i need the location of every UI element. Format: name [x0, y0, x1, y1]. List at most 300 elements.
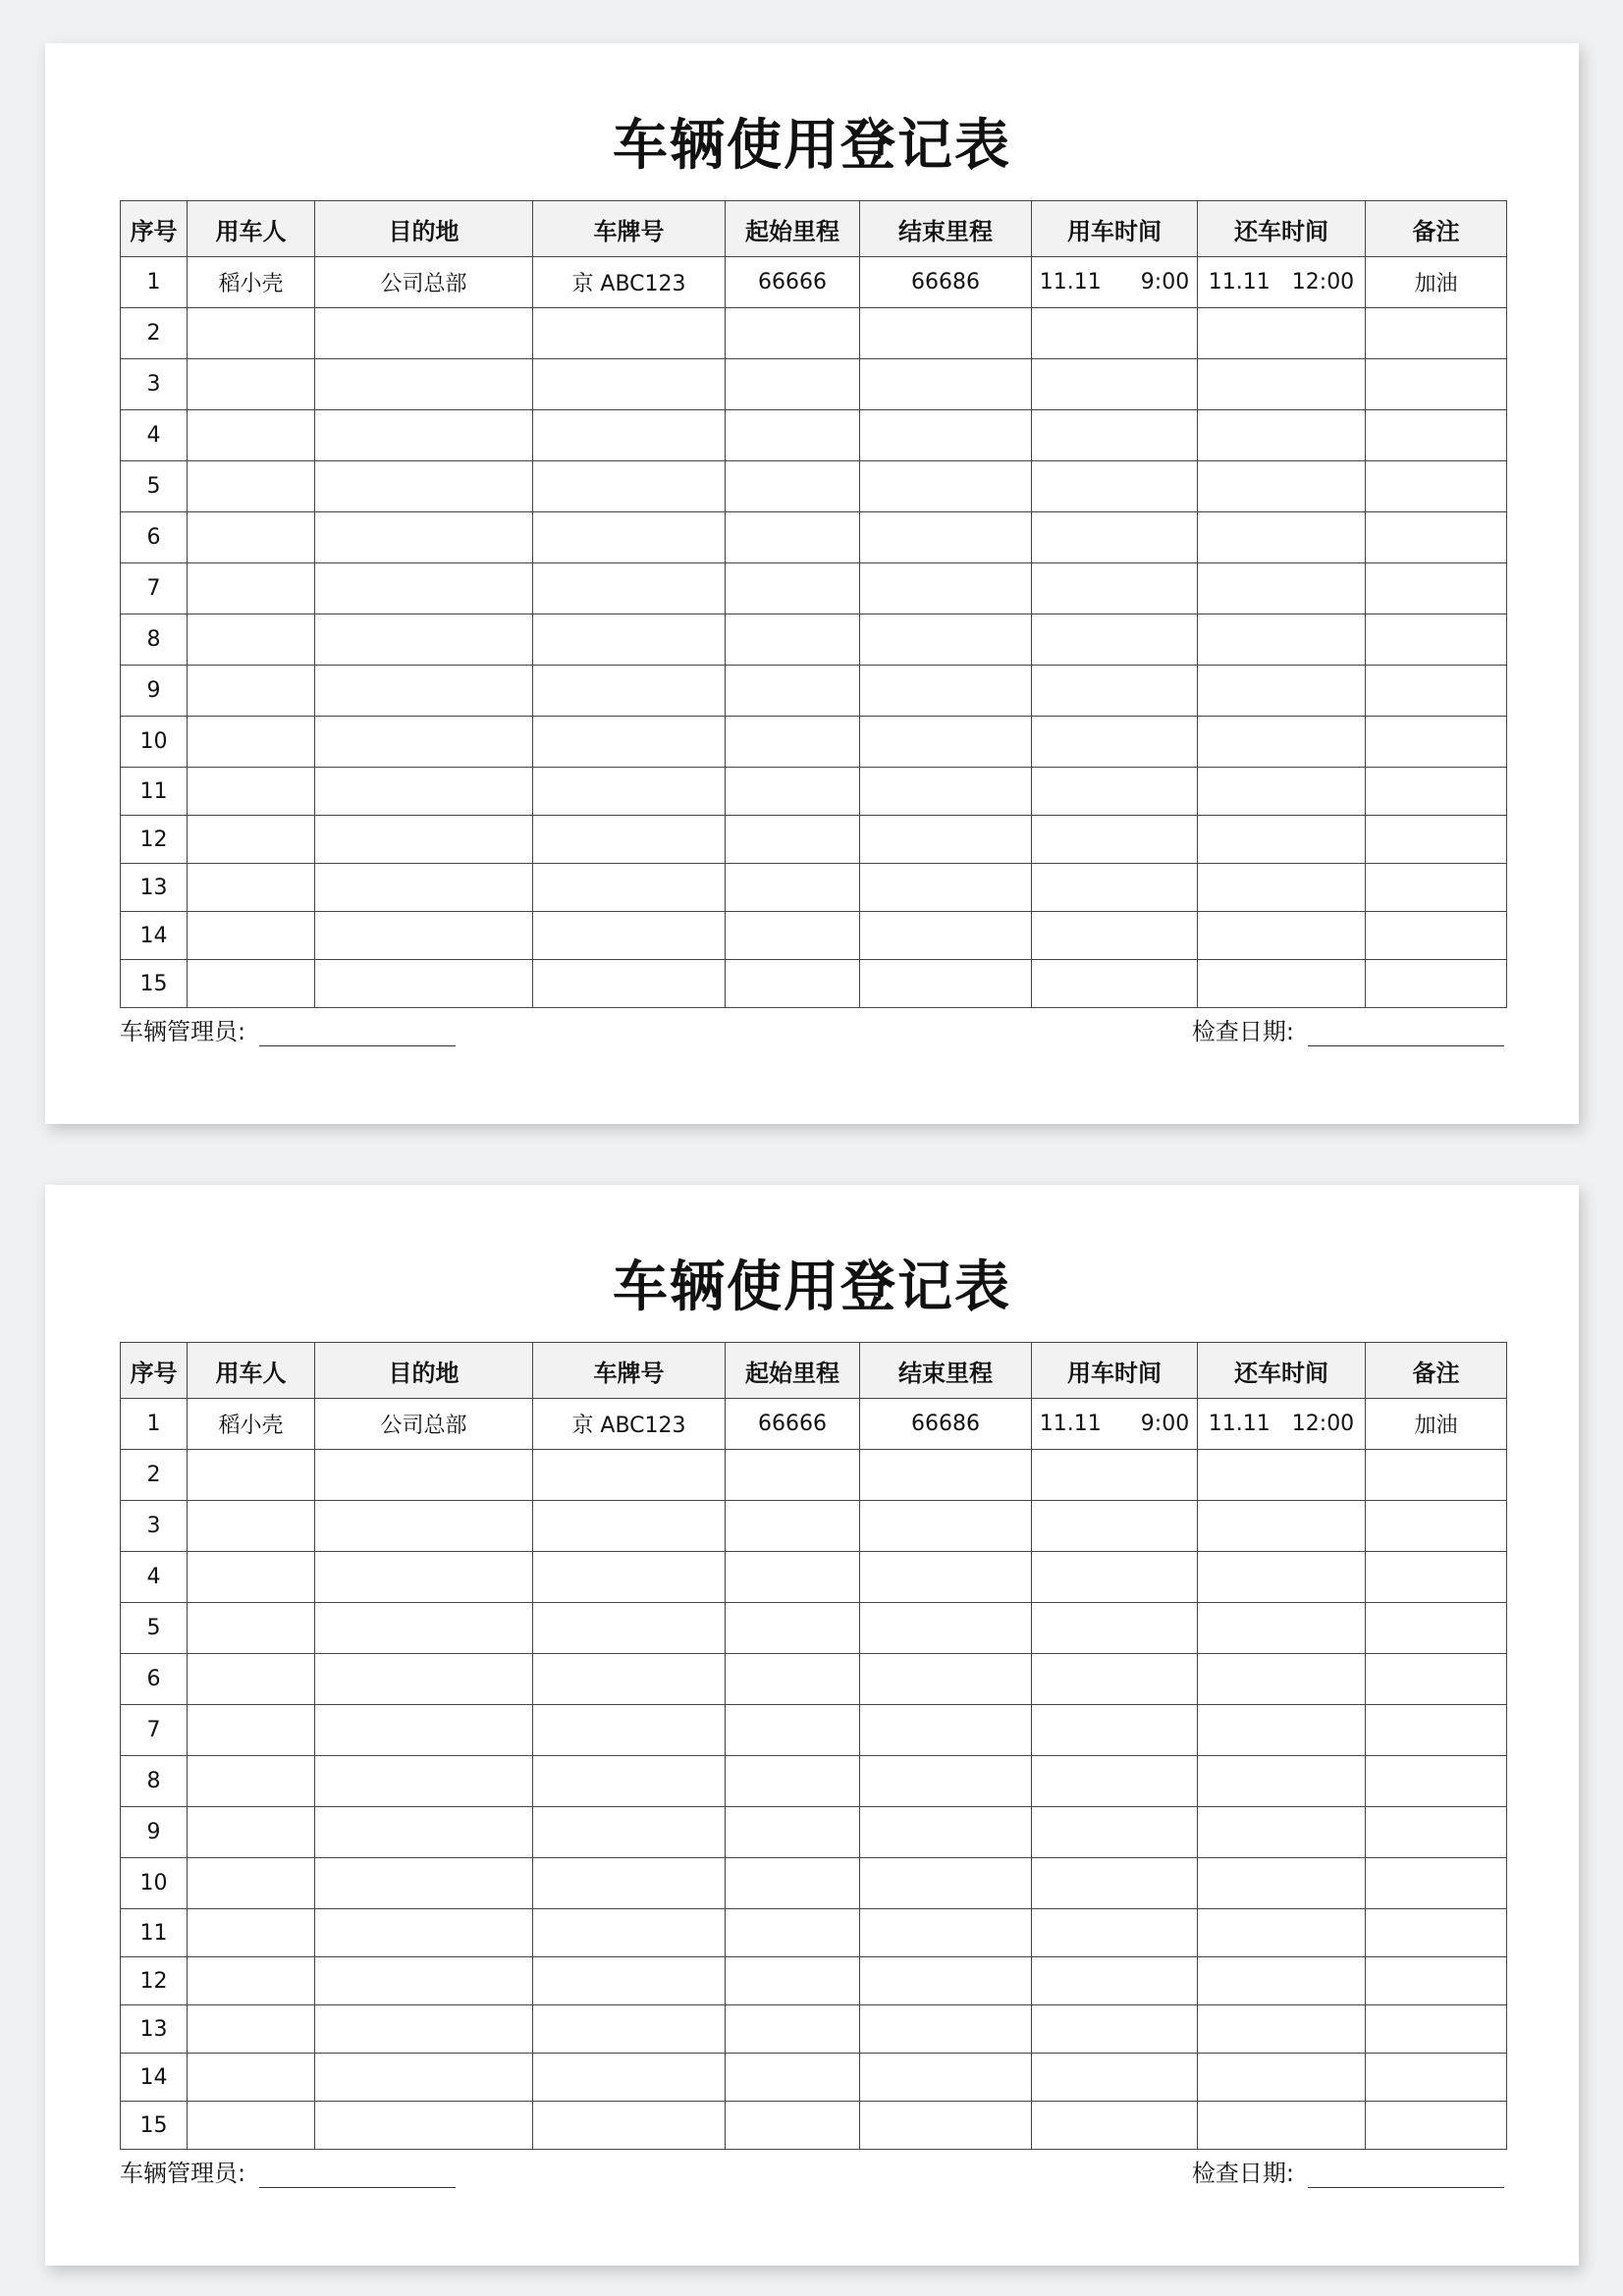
cell-no: 9	[121, 1807, 188, 1858]
cell-return-time	[1198, 410, 1366, 461]
cell-use-time	[1032, 1909, 1198, 1957]
cell-destination	[315, 912, 533, 960]
cell-start-mileage	[726, 1705, 860, 1756]
cell-plate	[533, 410, 726, 461]
cell-user: 稻小壳	[188, 257, 315, 308]
vehicle-log-table	[120, 1342, 1507, 2150]
cell-start-mileage	[726, 461, 860, 512]
cell-plate	[533, 1450, 726, 1501]
cell-return-time	[1198, 563, 1366, 614]
cell-destination	[315, 864, 533, 912]
cell-end-mileage	[860, 512, 1032, 563]
cell-plate	[533, 1807, 726, 1858]
cell-no: 13	[121, 864, 188, 912]
manager-signature-field	[120, 2159, 456, 2188]
manager-signature-line[interactable]	[259, 1020, 456, 1046]
cell-return-time	[1198, 359, 1366, 410]
header-no: 序号	[121, 1343, 188, 1399]
cell-user	[188, 1909, 315, 1957]
cell-user	[188, 816, 315, 864]
cell-no: 10	[121, 717, 188, 768]
table-header-row	[121, 1343, 1507, 1399]
cell-return-time	[1198, 2054, 1366, 2102]
cell-note	[1366, 1957, 1507, 2005]
cell-end-mileage: 66686	[860, 1399, 1032, 1450]
cell-plate	[533, 2102, 726, 2150]
cell-return-time	[1198, 1705, 1366, 1756]
cell-destination	[315, 1909, 533, 1957]
cell-use-time	[1032, 864, 1198, 912]
cell-destination	[315, 1501, 533, 1552]
cell-end-mileage	[860, 2005, 1032, 2054]
table-row	[121, 1603, 1507, 1654]
cell-note	[1366, 912, 1507, 960]
cell-no: 4	[121, 1552, 188, 1603]
cell-start-mileage	[726, 912, 860, 960]
table-row	[121, 1399, 1507, 1450]
cell-use-time	[1032, 1501, 1198, 1552]
cell-no: 1	[121, 257, 188, 308]
cell-destination	[315, 2054, 533, 2102]
cell-plate	[533, 512, 726, 563]
cell-user	[188, 864, 315, 912]
cell-destination	[315, 717, 533, 768]
cell-destination	[315, 2005, 533, 2054]
header-use-time: 用车时间	[1032, 1343, 1198, 1399]
table-row	[121, 1909, 1507, 1957]
cell-use-time	[1032, 461, 1198, 512]
table-row	[121, 666, 1507, 717]
cell-use-time	[1032, 2005, 1198, 2054]
cell-start-mileage	[726, 717, 860, 768]
cell-plate: 京 ABC123	[533, 1399, 726, 1450]
cell-end-mileage	[860, 717, 1032, 768]
table-row	[121, 512, 1507, 563]
cell-plate	[533, 2005, 726, 2054]
cell-note	[1366, 864, 1507, 912]
cell-note	[1366, 1909, 1507, 1957]
cell-end-mileage	[860, 308, 1032, 359]
cell-user	[188, 912, 315, 960]
cell-plate	[533, 359, 726, 410]
cell-start-mileage	[726, 864, 860, 912]
cell-end-mileage	[860, 1654, 1032, 1705]
cell-return-time	[1198, 1501, 1366, 1552]
cell-no: 12	[121, 816, 188, 864]
cell-note	[1366, 410, 1507, 461]
header-start-mileage: 起始里程	[726, 1343, 860, 1399]
cell-note: 加油	[1366, 257, 1507, 308]
cell-note	[1366, 1603, 1507, 1654]
header-destination: 目的地	[315, 201, 533, 257]
cell-return-time	[1198, 1957, 1366, 2005]
table-row	[121, 461, 1507, 512]
cell-use-time	[1032, 960, 1198, 1008]
table-row	[121, 2054, 1507, 2102]
cell-destination	[315, 614, 533, 666]
header-user: 用车人	[188, 1343, 315, 1399]
cell-user	[188, 461, 315, 512]
cell-start-mileage	[726, 512, 860, 563]
cell-destination: 公司总部	[315, 257, 533, 308]
cell-no: 6	[121, 512, 188, 563]
cell-destination	[315, 1807, 533, 1858]
table-row	[121, 1756, 1507, 1807]
cell-user	[188, 1654, 315, 1705]
cell-user	[188, 2054, 315, 2102]
cell-no: 9	[121, 666, 188, 717]
cell-note	[1366, 666, 1507, 717]
cell-use-time	[1032, 2054, 1198, 2102]
cell-no: 6	[121, 1654, 188, 1705]
table-row	[121, 1501, 1507, 1552]
cell-destination	[315, 1705, 533, 1756]
header-destination: 目的地	[315, 1343, 533, 1399]
use-date: 11.11	[1039, 1412, 1102, 1436]
cell-plate	[533, 816, 726, 864]
cell-end-mileage	[860, 410, 1032, 461]
inspection-date-line[interactable]	[1308, 1020, 1504, 1046]
cell-start-mileage	[726, 1807, 860, 1858]
cell-destination	[315, 1654, 533, 1705]
cell-destination	[315, 1858, 533, 1909]
cell-note	[1366, 1501, 1507, 1552]
cell-use-time	[1032, 666, 1198, 717]
cell-start-mileage	[726, 1909, 860, 1957]
cell-start-mileage	[726, 768, 860, 816]
manager-label: 车辆管理员:	[120, 1018, 246, 1045]
cell-return-time	[1198, 960, 1366, 1008]
cell-use-time	[1032, 1552, 1198, 1603]
cell-user	[188, 1807, 315, 1858]
cell-user	[188, 359, 315, 410]
cell-end-mileage	[860, 666, 1032, 717]
cell-use-time	[1032, 912, 1198, 960]
cell-use-time	[1032, 1807, 1198, 1858]
cell-plate	[533, 1957, 726, 2005]
cell-user	[188, 563, 315, 614]
cell-return-time	[1198, 912, 1366, 960]
cell-plate	[533, 768, 726, 816]
cell-return-time	[1198, 768, 1366, 816]
cell-use-time	[1032, 308, 1198, 359]
cell-destination	[315, 563, 533, 614]
cell-end-mileage	[860, 1756, 1032, 1807]
table-header-row	[121, 201, 1507, 257]
cell-destination	[315, 666, 533, 717]
return-clock-time: 12:00	[1291, 1412, 1355, 1436]
manager-signature-line[interactable]	[259, 2162, 456, 2188]
cell-user	[188, 1957, 315, 2005]
form-title: 车辆使用登记表	[613, 1255, 1011, 1319]
table-row	[121, 563, 1507, 614]
cell-plate	[533, 1756, 726, 1807]
cell-use-time	[1032, 1705, 1198, 1756]
cell-start-mileage	[726, 614, 860, 666]
cell-no: 11	[121, 768, 188, 816]
cell-use-time	[1032, 2102, 1198, 2150]
cell-use-time	[1032, 768, 1198, 816]
cell-return-time	[1198, 1756, 1366, 1807]
cell-plate	[533, 912, 726, 960]
cell-no: 3	[121, 1501, 188, 1552]
cell-no: 5	[121, 1603, 188, 1654]
inspection-date-line[interactable]	[1308, 2162, 1504, 2188]
cell-start-mileage	[726, 1756, 860, 1807]
cell-use-time	[1032, 717, 1198, 768]
cell-no: 11	[121, 1909, 188, 1957]
header-note: 备注	[1366, 1343, 1507, 1399]
cell-no: 1	[121, 1399, 188, 1450]
cell-note	[1366, 308, 1507, 359]
cell-end-mileage	[860, 1957, 1032, 2005]
cell-return-time	[1198, 308, 1366, 359]
cell-note	[1366, 816, 1507, 864]
cell-user	[188, 1603, 315, 1654]
cell-start-mileage	[726, 1552, 860, 1603]
cell-no: 3	[121, 359, 188, 410]
cell-plate	[533, 1603, 726, 1654]
cell-end-mileage	[860, 1909, 1032, 1957]
cell-note	[1366, 614, 1507, 666]
cell-use-time	[1032, 816, 1198, 864]
cell-start-mileage	[726, 563, 860, 614]
cell-note	[1366, 1705, 1507, 1756]
cell-plate	[533, 1858, 726, 1909]
cell-user	[188, 2102, 315, 2150]
cell-note	[1366, 512, 1507, 563]
cell-end-mileage	[860, 1450, 1032, 1501]
cell-plate	[533, 1705, 726, 1756]
cell-no: 7	[121, 1705, 188, 1756]
cell-plate	[533, 614, 726, 666]
cell-note: 加油	[1366, 1399, 1507, 1450]
table-row	[121, 1957, 1507, 2005]
cell-user	[188, 717, 315, 768]
cell-no: 13	[121, 2005, 188, 2054]
cell-use-time	[1032, 410, 1198, 461]
cell-note	[1366, 1807, 1507, 1858]
cell-plate	[533, 864, 726, 912]
cell-use-time	[1032, 512, 1198, 563]
cell-destination	[315, 308, 533, 359]
cell-user	[188, 1450, 315, 1501]
cell-end-mileage	[860, 563, 1032, 614]
cell-note	[1366, 359, 1507, 410]
cell-end-mileage	[860, 1858, 1032, 1909]
cell-start-mileage	[726, 1501, 860, 1552]
cell-no: 10	[121, 1858, 188, 1909]
use-date: 11.11	[1039, 270, 1102, 294]
cell-use-time	[1032, 563, 1198, 614]
cell-return-time	[1198, 2005, 1366, 2054]
cell-no: 12	[121, 1957, 188, 2005]
cell-user: 稻小壳	[188, 1399, 315, 1450]
header-note: 备注	[1366, 201, 1507, 257]
cell-start-mileage	[726, 666, 860, 717]
cell-end-mileage	[860, 2054, 1032, 2102]
table-row	[121, 2005, 1507, 2054]
form-sheet-1	[45, 43, 1579, 1124]
cell-start-mileage	[726, 2054, 860, 2102]
use-clock-time: 9:00	[1140, 1412, 1190, 1436]
cell-destination	[315, 512, 533, 563]
cell-use-time	[1032, 1399, 1198, 1450]
cell-return-time	[1198, 461, 1366, 512]
cell-use-time	[1032, 614, 1198, 666]
cell-start-mileage: 66666	[726, 257, 860, 308]
cell-plate	[533, 1552, 726, 1603]
cell-return-time	[1198, 1552, 1366, 1603]
cell-end-mileage	[860, 614, 1032, 666]
cell-note	[1366, 768, 1507, 816]
table-row	[121, 1858, 1507, 1909]
cell-end-mileage	[860, 960, 1032, 1008]
header-start-mileage: 起始里程	[726, 201, 860, 257]
table-row	[121, 1705, 1507, 1756]
cell-destination	[315, 1552, 533, 1603]
table-row	[121, 257, 1507, 308]
table-row	[121, 614, 1507, 666]
vehicle-log-table	[120, 200, 1507, 1008]
cell-user	[188, 1552, 315, 1603]
cell-end-mileage	[860, 1603, 1032, 1654]
cell-no: 15	[121, 960, 188, 1008]
cell-start-mileage	[726, 1957, 860, 2005]
cell-end-mileage	[860, 912, 1032, 960]
cell-start-mileage	[726, 308, 860, 359]
cell-destination	[315, 1450, 533, 1501]
cell-use-time	[1032, 1858, 1198, 1909]
cell-note	[1366, 563, 1507, 614]
table-row	[121, 912, 1507, 960]
cell-plate	[533, 1501, 726, 1552]
return-date: 11.11	[1208, 1412, 1271, 1436]
table-row	[121, 816, 1507, 864]
cell-user	[188, 1858, 315, 1909]
cell-return-time	[1198, 257, 1366, 308]
cell-start-mileage	[726, 410, 860, 461]
cell-end-mileage	[860, 461, 1032, 512]
cell-end-mileage	[860, 1807, 1032, 1858]
cell-destination	[315, 960, 533, 1008]
cell-start-mileage	[726, 1858, 860, 1909]
header-use-time: 用车时间	[1032, 201, 1198, 257]
cell-note	[1366, 960, 1507, 1008]
table-row	[121, 768, 1507, 816]
header-return-time: 还车时间	[1198, 1343, 1366, 1399]
cell-destination	[315, 1603, 533, 1654]
cell-return-time	[1198, 512, 1366, 563]
cell-end-mileage	[860, 2102, 1032, 2150]
table-row	[121, 1807, 1507, 1858]
cell-start-mileage	[726, 816, 860, 864]
header-plate: 车牌号	[533, 1343, 726, 1399]
table-row	[121, 1450, 1507, 1501]
cell-user	[188, 308, 315, 359]
cell-note	[1366, 1450, 1507, 1501]
cell-return-time	[1198, 666, 1366, 717]
cell-return-time	[1198, 1603, 1366, 1654]
cell-note	[1366, 2005, 1507, 2054]
cell-start-mileage	[726, 2005, 860, 2054]
inspection-date-field	[1192, 2159, 1504, 2188]
table-row	[121, 359, 1507, 410]
cell-user	[188, 960, 315, 1008]
inspection-date-field	[1192, 1017, 1504, 1046]
table-row	[121, 308, 1507, 359]
cell-plate	[533, 461, 726, 512]
cell-end-mileage	[860, 1552, 1032, 1603]
table-row	[121, 1654, 1507, 1705]
cell-user	[188, 1501, 315, 1552]
table-row	[121, 864, 1507, 912]
cell-no: 4	[121, 410, 188, 461]
cell-user	[188, 614, 315, 666]
table-row	[121, 960, 1507, 1008]
cell-end-mileage	[860, 768, 1032, 816]
cell-return-time	[1198, 1654, 1366, 1705]
date-label: 检查日期:	[1191, 1018, 1294, 1045]
cell-plate	[533, 2054, 726, 2102]
cell-use-time	[1032, 1450, 1198, 1501]
cell-plate: 京 ABC123	[533, 257, 726, 308]
return-date: 11.11	[1208, 270, 1271, 294]
cell-user	[188, 512, 315, 563]
cell-destination	[315, 1756, 533, 1807]
header-no: 序号	[121, 201, 188, 257]
cell-start-mileage	[726, 2102, 860, 2150]
cell-no: 7	[121, 563, 188, 614]
cell-return-time	[1198, 1399, 1366, 1450]
cell-end-mileage: 66686	[860, 257, 1032, 308]
cell-user	[188, 1705, 315, 1756]
cell-destination	[315, 461, 533, 512]
cell-return-time	[1198, 864, 1366, 912]
cell-note	[1366, 1654, 1507, 1705]
cell-no: 2	[121, 1450, 188, 1501]
cell-no: 14	[121, 912, 188, 960]
cell-return-time	[1198, 717, 1366, 768]
table-row	[121, 410, 1507, 461]
header-end-mileage: 结束里程	[860, 1343, 1032, 1399]
cell-end-mileage	[860, 1705, 1032, 1756]
cell-no: 5	[121, 461, 188, 512]
cell-use-time	[1032, 1957, 1198, 2005]
return-clock-time: 12:00	[1291, 270, 1355, 294]
header-end-mileage: 结束里程	[860, 201, 1032, 257]
cell-destination	[315, 2102, 533, 2150]
header-return-time: 还车时间	[1198, 201, 1366, 257]
use-clock-time: 9:00	[1140, 270, 1190, 294]
cell-destination	[315, 359, 533, 410]
table-row	[121, 717, 1507, 768]
manager-label: 车辆管理员:	[120, 2160, 246, 2187]
cell-note	[1366, 2102, 1507, 2150]
cell-use-time	[1032, 257, 1198, 308]
cell-end-mileage	[860, 359, 1032, 410]
cell-note	[1366, 1756, 1507, 1807]
cell-return-time	[1198, 816, 1366, 864]
cell-use-time	[1032, 1756, 1198, 1807]
cell-destination	[315, 410, 533, 461]
cell-start-mileage	[726, 1603, 860, 1654]
date-label: 检查日期:	[1191, 2160, 1294, 2187]
cell-end-mileage	[860, 1501, 1032, 1552]
cell-start-mileage	[726, 359, 860, 410]
cell-destination: 公司总部	[315, 1399, 533, 1450]
cell-user	[188, 666, 315, 717]
